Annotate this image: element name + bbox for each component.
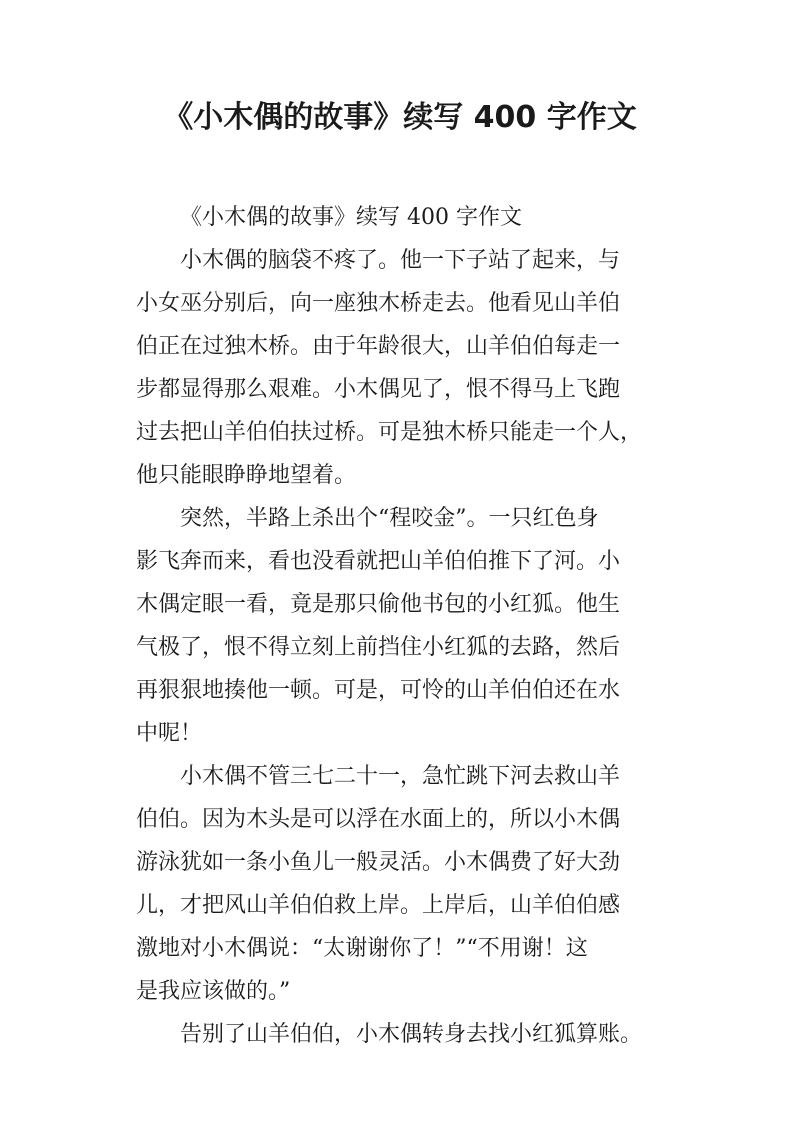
text-line: 告别了山羊伯伯，小木偶转身去找小红狐算账。 [180, 1022, 643, 1047]
text-line: 影飞奔而来，看也没看就把山羊伯伯推下了河。小 [136, 549, 621, 574]
text-line: 《小木偶的故事》续写 400 字作文 [180, 205, 522, 230]
document-body [136, 196, 684, 1056]
text-line: 过去把山羊伯伯扶过桥。可是独木桥只能走一个人， [136, 420, 643, 445]
text-line: 小女巫分别后，向一座独木桥走去。他看见山羊伯 [136, 291, 621, 316]
text-line: 中呢！ [136, 721, 203, 746]
text-line: 是我应该做的。” [136, 979, 291, 1004]
text-line: 木偶定眼一看，竟是那只偷他书包的小红狐。他生 [136, 592, 621, 617]
text-line: 儿，才把风山羊伯伯救上岸。上岸后，山羊伯伯感 [136, 893, 621, 918]
text-line: 再狠狠地揍他一顿。可是，可怜的山羊伯伯还在水 [136, 678, 621, 703]
text-line: 突然，半路上杀出个“程咬金”。一只红色身 [180, 506, 599, 531]
text-line: 小木偶不管三七二十一，急忙跳下河去救山羊 [180, 764, 621, 789]
text-line: 游泳犹如一条小鱼儿一般灵活。小木偶费了好大劲 [136, 850, 621, 875]
text-line: 伯正在过独木桥。由于年龄很大，山羊伯伯每走一 [136, 334, 621, 359]
document-title: 《小木偶的故事》续写 400 字作文 [163, 100, 637, 135]
text-line: 他只能眼睁睁地望着。 [136, 463, 357, 488]
text-line: 伯伯。因为木头是可以浮在水面上的，所以小木偶 [136, 807, 621, 832]
text-line: 小木偶的脑袋不疼了。他一下子站了起来，与 [180, 248, 621, 273]
text-line: 激地对小木偶说：“太谢谢你了！”“不用谢！这 [136, 936, 588, 961]
text-line: 步都显得那么艰难。小木偶见了，恨不得马上飞跑 [136, 377, 621, 402]
text-line: 气极了，恨不得立刻上前挡住小红狐的去路，然后 [136, 635, 621, 660]
